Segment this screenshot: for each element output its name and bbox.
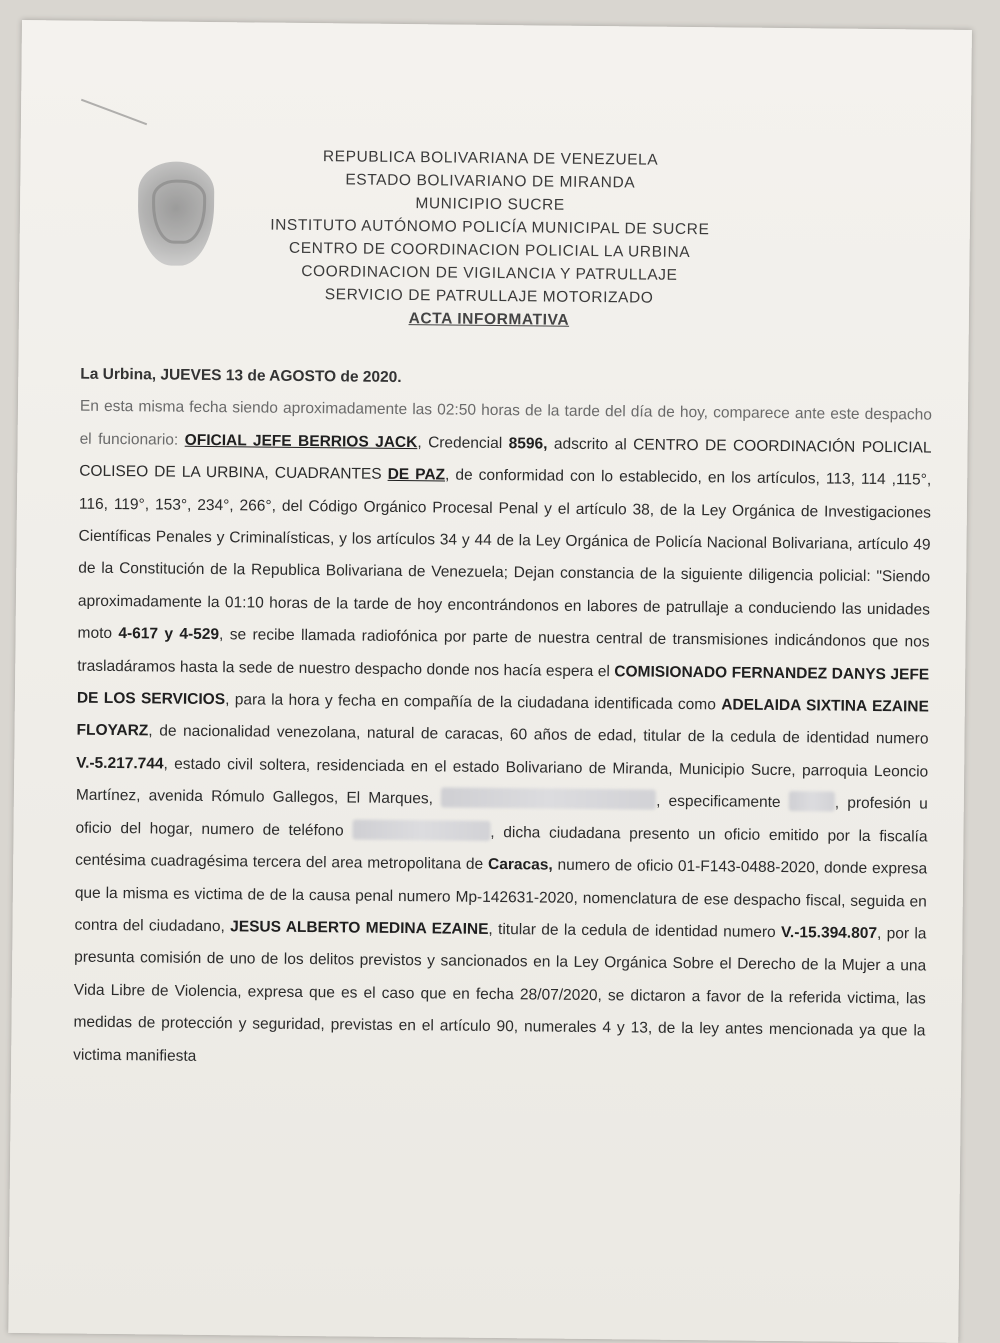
document-body [73, 359, 932, 1081]
dateline: La Urbina, JUEVES 13 de AGOSTO de 2020. [80, 365, 402, 386]
motorcycle-units: 4-617 y 4-529 [118, 625, 220, 644]
redacted-phone [352, 819, 490, 840]
officer-credential: 8596, [508, 434, 548, 453]
text-segment: , de conformidad con lo establecido, en los artículos, 113, 114 ,115°, 116, 119°, 153°, 234°, 266°, del Código Orgánico Procesal Penal y el artículo 38, de la Ley Orgánica de Investigaciones Científicas Penales y Criminalísticas, y los artículos 34 y 44 de la Ley Orgánica de Policía Nacional Bolivariana, artículo 49 de la Constitución de la Republica Bolivariana de Venezuela; Dejan constancia de la siguiente diligencia policial: "Siendo aproximadamente la 01:10 horas de la tarde de hoy encontrándonos en labores de patrullaje a conduciendo las unidades moto [77, 466, 932, 643]
text-segment: DE PAZ [387, 466, 446, 484]
text-segment: , Credencial [417, 433, 503, 452]
victim-id-number: V.-5.217.744 [76, 754, 164, 773]
text-segment: , especificamente [656, 792, 781, 812]
header-line-republic: REPUBLICA BOLIVARIANA DE VENEZUELA [322, 148, 659, 169]
page-fold-mark [81, 99, 147, 126]
header-line-center: CENTRO DE COORDINACION POLICIAL LA URBINA [288, 239, 691, 262]
accused-id-number: V.-15.394.807 [780, 923, 878, 942]
header-line-coordination: COORDINACION DE VIGILANCIA Y PATRULLAJE [301, 262, 678, 284]
header-line-service: SERVICIO DE PATRULLAJE MOTORIZADO [324, 286, 654, 307]
report-paragraph [73, 391, 932, 1080]
accused-name: JESUS ALBERTO MEDINA EZAINE [230, 918, 489, 938]
text-segment: numero de oficio 01-F143-0488-2020, donde expresa que la misma es victima de de la causa penal numero Mp-142631-2020, nomenclatura de ese despacho fiscal, seguida en contra del ciudadano, [74, 856, 928, 936]
document-page [8, 20, 972, 1343]
seal-inner-emblem [152, 179, 207, 244]
header-line-municipality: MUNICIPIO SUCRE [415, 195, 565, 214]
redacted-address [441, 788, 656, 810]
document-title: ACTA INFORMATIVA [408, 310, 570, 329]
redacted-detail [789, 791, 835, 811]
text-segment: , se recibe llamada radiofónica por parte de nuestra central de transmisiones indicándonos que nos trasladáramos hasta la sede de nuestro despacho donde nos hacía espera el [77, 626, 930, 680]
commissioner-name: COMISIONADO FERNANDEZ DANYS JEFE DE LOS SERVICIOS [76, 662, 930, 709]
document-header [209, 144, 771, 334]
text-segment: , de nacionalidad venezolana, natural de caracas, 60 años de edad, titular de la cedula de identidad numero [148, 722, 929, 749]
text-segment: , por la presunta comisión de uno de los delitos previstos y sancionados en la Ley Orgánica Sobre el Derecho de la Mujer a una Vida Libre de Violencia, expresa que es el caso que en fecha 28/07/2020, se dictaron a favor de la referida victima, las medidas de protección y seguridad, previstas en el artículo 90, numerales 4 y 13, de la ley antes mencionada ya que la victima manifiesta [73, 924, 927, 1065]
text-segment: adscrito al CENTRO DE COORDINACIÓN POLICIAL COLISEO DE LA URBINA, CUADRANTES [79, 435, 932, 484]
text-segment: , profesión u oficio del hogar, numero de teléfono [75, 794, 928, 840]
header-line-institute: INSTITUTO AUTÓNOMO POLICÍA MUNICIPAL DE SUCRE [270, 216, 710, 239]
text-segment: , estado civil soltera, residenciada en el estado Bolivariano de Miranda, Municipio Sucre, parroquia Leoncio Martínez, avenida Rómulo Gallegos, El Marques, [75, 755, 929, 808]
police-shield-seal-icon [137, 161, 214, 266]
text-segment: Caracas, [487, 856, 553, 874]
header-line-state: ESTADO BOLIVARIANO DE MIRANDA [345, 171, 636, 192]
text-segment: , para la hora y fecha en compañía de la ciudadana identificada como [225, 691, 716, 714]
officer-name: OFICIAL JEFE BERRIOS JACK [184, 431, 418, 451]
text-segment: En esta misma fecha siendo aproximadamente las 02:50 horas de la tarde del día de hoy, comparece ante este despacho el funcionario: [79, 398, 932, 449]
victim-name: ADELAIDA SIXTINA EZAINE FLOYARZ [76, 696, 929, 740]
text-segment: , dicha ciudadana presento un oficio emitido por la fiscalía centésima cuadragésima tercera del area metropolitana de [75, 823, 928, 873]
text-segment: , titular de la cedula de identidad numero [488, 920, 776, 941]
